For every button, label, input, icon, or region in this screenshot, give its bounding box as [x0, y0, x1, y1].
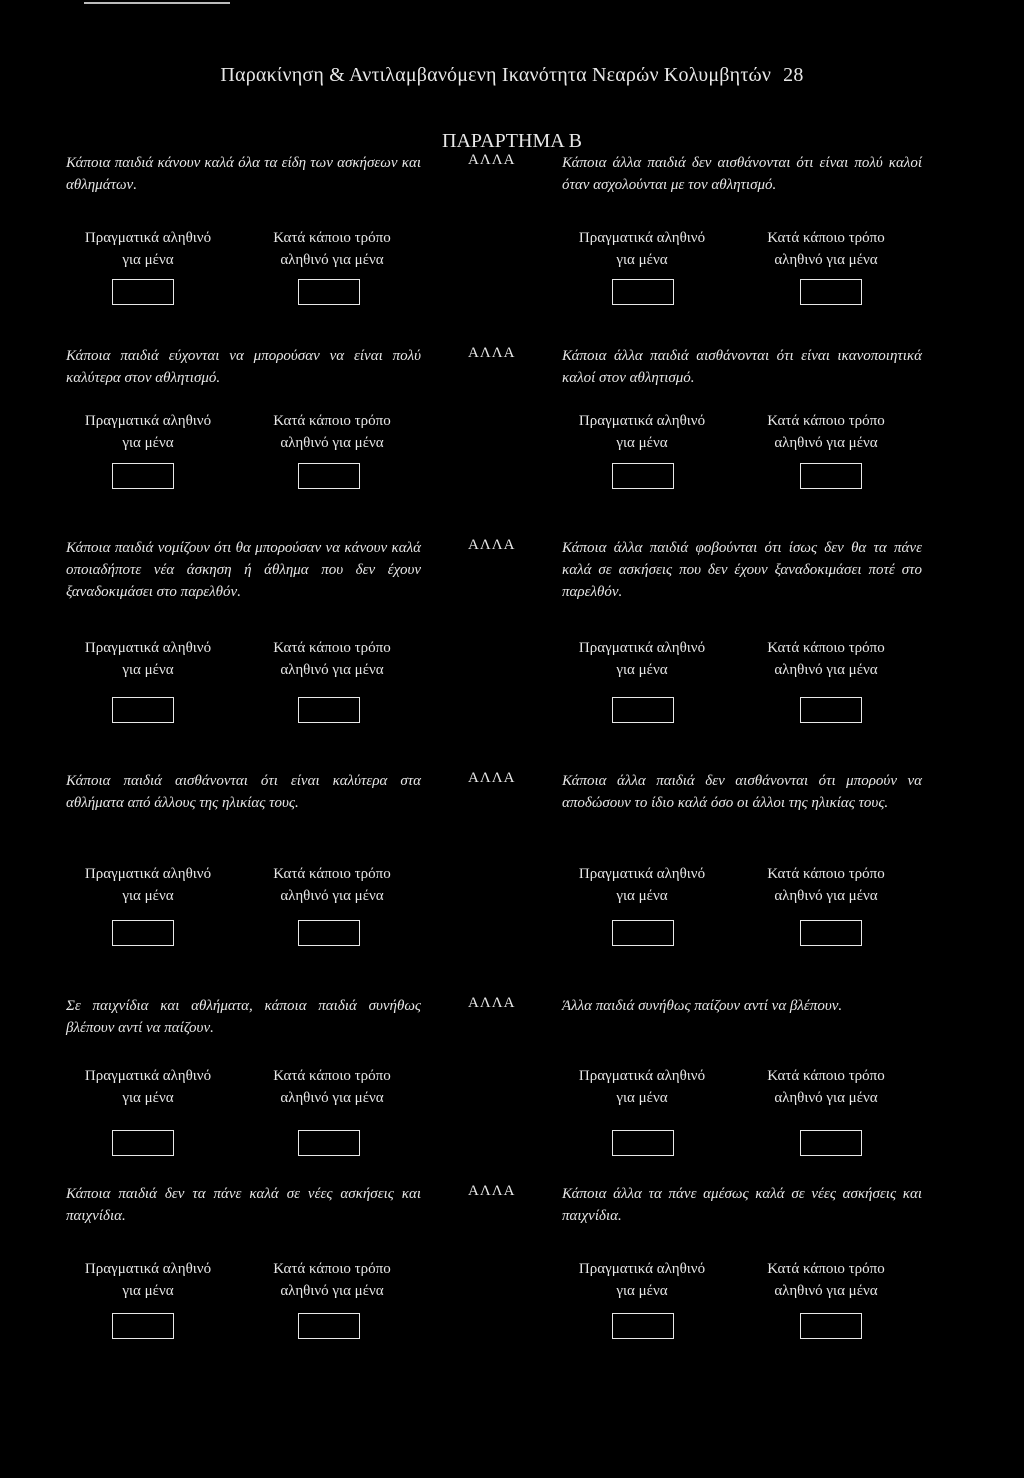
right-really-true-checkbox[interactable]: [612, 463, 674, 489]
left-sort-of-true-checkbox[interactable]: [298, 920, 360, 946]
really-true-label: [542, 637, 742, 681]
left-really-true-checkbox[interactable]: [112, 463, 174, 489]
label-line-1: Πραγματικά αληθινό: [84, 866, 212, 882]
left-really-true-checkbox[interactable]: [112, 279, 174, 305]
left-statement: Σε παιχνίδια και αθλήματα, κάποια παιδιά συνήθως βλέπουν αντί να παίζουν.: [66, 998, 421, 1036]
label-line-1: Πραγματικά αληθινό: [578, 1261, 706, 1277]
sort-of-true-label: [726, 1065, 926, 1109]
label-line-2: για μένα: [616, 1283, 668, 1299]
really-true-label: [48, 1065, 248, 1109]
label-line-1: Κατά κάποιο τρόπο: [767, 1068, 885, 1084]
left-statement: Κάποια παιδιά αισθάνονται ότι είναι καλύτερα στα αθλήματα από άλλους της ηλικίας τους.: [66, 773, 421, 811]
label-line-2: για μένα: [616, 435, 668, 451]
label-line-1: Κατά κάποιο τρόπο: [273, 866, 391, 882]
really-true-label: [48, 227, 248, 271]
left-statement: Κάποια παιδιά εύχονται να μπορούσαν να είναι πολύ καλύτερα στον αθλητισμό.: [66, 348, 421, 386]
label-line-2: αληθινό για μένα: [774, 435, 878, 451]
right-really-true-checkbox[interactable]: [612, 697, 674, 723]
really-true-label: [48, 637, 248, 681]
left-really-true-checkbox[interactable]: [112, 920, 174, 946]
alla-separator: ΑΛΛΑ: [468, 1183, 516, 1199]
left-statement: Κάποια παιδιά δεν τα πάνε καλά σε νέες ασκήσεις και παιχνίδια.: [66, 1186, 421, 1224]
really-true-label: [542, 410, 742, 454]
sort-of-true-label: [232, 1258, 432, 1302]
label-line-2: για μένα: [122, 252, 174, 268]
label-line-1: Κατά κάποιο τρόπο: [273, 413, 391, 429]
left-statement: Κάποια παιδιά νομίζουν ότι θα μπορούσαν να κάνουν καλά οποιαδήποτε νέα άσκηση ή άθλημα που δεν έχουν ξαναδοκιμάσει στο παρελθόν.: [66, 540, 421, 600]
left-really-true-checkbox[interactable]: [112, 1313, 174, 1339]
sort-of-true-label: [232, 637, 432, 681]
left-sort-of-true-checkbox[interactable]: [298, 697, 360, 723]
label-line-1: Πραγματικά αληθινό: [578, 1068, 706, 1084]
left-sort-of-true-checkbox[interactable]: [298, 1313, 360, 1339]
right-statement: Κάποια άλλα παιδιά δεν αισθάνονται ότι είναι πολύ καλοί όταν ασχολούνται με τον αθλητισμό.: [562, 155, 922, 193]
label-line-1: Κατά κάποιο τρόπο: [767, 230, 885, 246]
right-statement: Κάποια άλλα παιδιά δεν αισθάνονται ότι μπορούν να αποδώσουν το ίδιο καλά όσο οι άλλοι της ηλικίας τους.: [562, 773, 922, 811]
alla-separator: ΑΛΛΑ: [468, 770, 516, 786]
label-line-2: για μένα: [616, 662, 668, 678]
label-line-2: αληθινό για μένα: [774, 888, 878, 904]
really-true-label: [48, 863, 248, 907]
really-true-label: [48, 410, 248, 454]
label-line-2: αληθινό για μένα: [774, 252, 878, 268]
label-line-1: Πραγματικά αληθινό: [84, 230, 212, 246]
sort-of-true-label: [726, 410, 926, 454]
label-line-1: Κατά κάποιο τρόπο: [767, 866, 885, 882]
label-line-2: αληθινό για μένα: [280, 1283, 384, 1299]
label-line-2: για μένα: [122, 1090, 174, 1106]
right-really-true-checkbox[interactable]: [612, 920, 674, 946]
right-sort-of-true-checkbox[interactable]: [800, 1130, 862, 1156]
label-line-2: αληθινό για μένα: [774, 662, 878, 678]
label-line-2: αληθινό για μένα: [280, 252, 384, 268]
right-statement: Άλλα παιδιά συνήθως παίζουν αντί να βλέπουν.: [562, 998, 843, 1014]
label-line-1: Κατά κάποιο τρόπο: [767, 1261, 885, 1277]
label-line-1: Κατά κάποιο τρόπο: [273, 1261, 391, 1277]
right-really-true-checkbox[interactable]: [612, 1313, 674, 1339]
page-number: 28: [783, 64, 804, 86]
label-line-1: Κατά κάποιο τρόπο: [767, 640, 885, 656]
label-line-2: αληθινό για μένα: [774, 1283, 878, 1299]
right-sort-of-true-checkbox[interactable]: [800, 920, 862, 946]
sort-of-true-label: [232, 227, 432, 271]
left-really-true-checkbox[interactable]: [112, 1130, 174, 1156]
right-sort-of-true-checkbox[interactable]: [800, 463, 862, 489]
label-line-2: για μένα: [122, 435, 174, 451]
label-line-2: για μένα: [122, 888, 174, 904]
right-really-true-checkbox[interactable]: [612, 279, 674, 305]
running-header-title: Παρακίνηση & Αντιλαμβανόμενη Ικανότητα Νεαρών Κολυμβητών: [220, 64, 772, 86]
alla-separator: ΑΛΛΑ: [468, 152, 516, 168]
label-line-1: Πραγματικά αληθινό: [84, 1261, 212, 1277]
label-line-2: αληθινό για μένα: [280, 1090, 384, 1106]
label-line-1: Πραγματικά αληθινό: [84, 1068, 212, 1084]
appendix-title: ΠΑΡΑΡΤΗΜΑ Β: [442, 130, 582, 152]
questionnaire-item: [0, 537, 1024, 737]
really-true-label: [48, 1258, 248, 1302]
questionnaire-item: [0, 1183, 1024, 1383]
right-sort-of-true-checkbox[interactable]: [800, 279, 862, 305]
really-true-label: [542, 227, 742, 271]
label-line-2: για μένα: [122, 1283, 174, 1299]
label-line-1: Κατά κάποιο τρόπο: [273, 640, 391, 656]
label-line-1: Κατά κάποιο τρόπο: [273, 230, 391, 246]
label-line-1: Πραγματικά αληθινό: [578, 413, 706, 429]
left-sort-of-true-checkbox[interactable]: [298, 463, 360, 489]
label-line-2: αληθινό για μένα: [280, 888, 384, 904]
right-statement: Κάποια άλλα τα πάνε αμέσως καλά σε νέες ασκήσεις και παιχνίδια.: [562, 1186, 922, 1224]
label-line-2: αληθινό για μένα: [280, 435, 384, 451]
label-line-1: Πραγματικά αληθινό: [84, 413, 212, 429]
sort-of-true-label: [726, 637, 926, 681]
right-really-true-checkbox[interactable]: [612, 1130, 674, 1156]
right-statement: Κάποια άλλα παιδιά φοβούνται ότι ίσως δεν θα τα πάνε καλά σε ασκήσεις που δεν έχουν ξαναδοκιμάσει ποτέ στο παρελθόν.: [562, 540, 922, 600]
right-sort-of-true-checkbox[interactable]: [800, 1313, 862, 1339]
label-line-1: Πραγματικά αληθινό: [84, 640, 212, 656]
label-line-2: για μένα: [122, 662, 174, 678]
alla-separator: ΑΛΛΑ: [468, 537, 516, 553]
label-line-1: Πραγματικά αληθινό: [578, 230, 706, 246]
left-statement: Κάποια παιδιά κάνουν καλά όλα τα είδη των ασκήσεων και αθλημάτων.: [66, 155, 421, 193]
top-rule: [84, 2, 230, 4]
left-sort-of-true-checkbox[interactable]: [298, 279, 360, 305]
sort-of-true-label: [232, 410, 432, 454]
label-line-2: αληθινό για μένα: [280, 662, 384, 678]
questionnaire-item: [0, 995, 1024, 1195]
sort-of-true-label: [726, 227, 926, 271]
label-line-2: για μένα: [616, 1090, 668, 1106]
alla-separator: ΑΛΛΑ: [468, 345, 516, 361]
left-sort-of-true-checkbox[interactable]: [298, 1130, 360, 1156]
questionnaire-item: [0, 770, 1024, 970]
label-line-2: για μένα: [616, 252, 668, 268]
sort-of-true-label: [726, 1258, 926, 1302]
really-true-label: [542, 863, 742, 907]
questionnaire-item: [0, 345, 1024, 545]
left-really-true-checkbox[interactable]: [112, 697, 174, 723]
label-line-2: αληθινό για μένα: [774, 1090, 878, 1106]
label-line-1: Πραγματικά αληθινό: [578, 640, 706, 656]
sort-of-true-label: [726, 863, 926, 907]
really-true-label: [542, 1258, 742, 1302]
sort-of-true-label: [232, 863, 432, 907]
sort-of-true-label: [232, 1065, 432, 1109]
label-line-1: Κατά κάποιο τρόπο: [767, 413, 885, 429]
running-header: [0, 64, 1024, 87]
right-statement: Κάποια άλλα παιδιά αισθάνονται ότι είναι ικανοποιητικά καλοί στον αθλητισμό.: [562, 348, 922, 386]
really-true-label: [542, 1065, 742, 1109]
label-line-1: Κατά κάποιο τρόπο: [273, 1068, 391, 1084]
questionnaire-item: [0, 152, 1024, 352]
alla-separator: ΑΛΛΑ: [468, 995, 516, 1011]
label-line-2: για μένα: [616, 888, 668, 904]
right-sort-of-true-checkbox[interactable]: [800, 697, 862, 723]
label-line-1: Πραγματικά αληθινό: [578, 866, 706, 882]
